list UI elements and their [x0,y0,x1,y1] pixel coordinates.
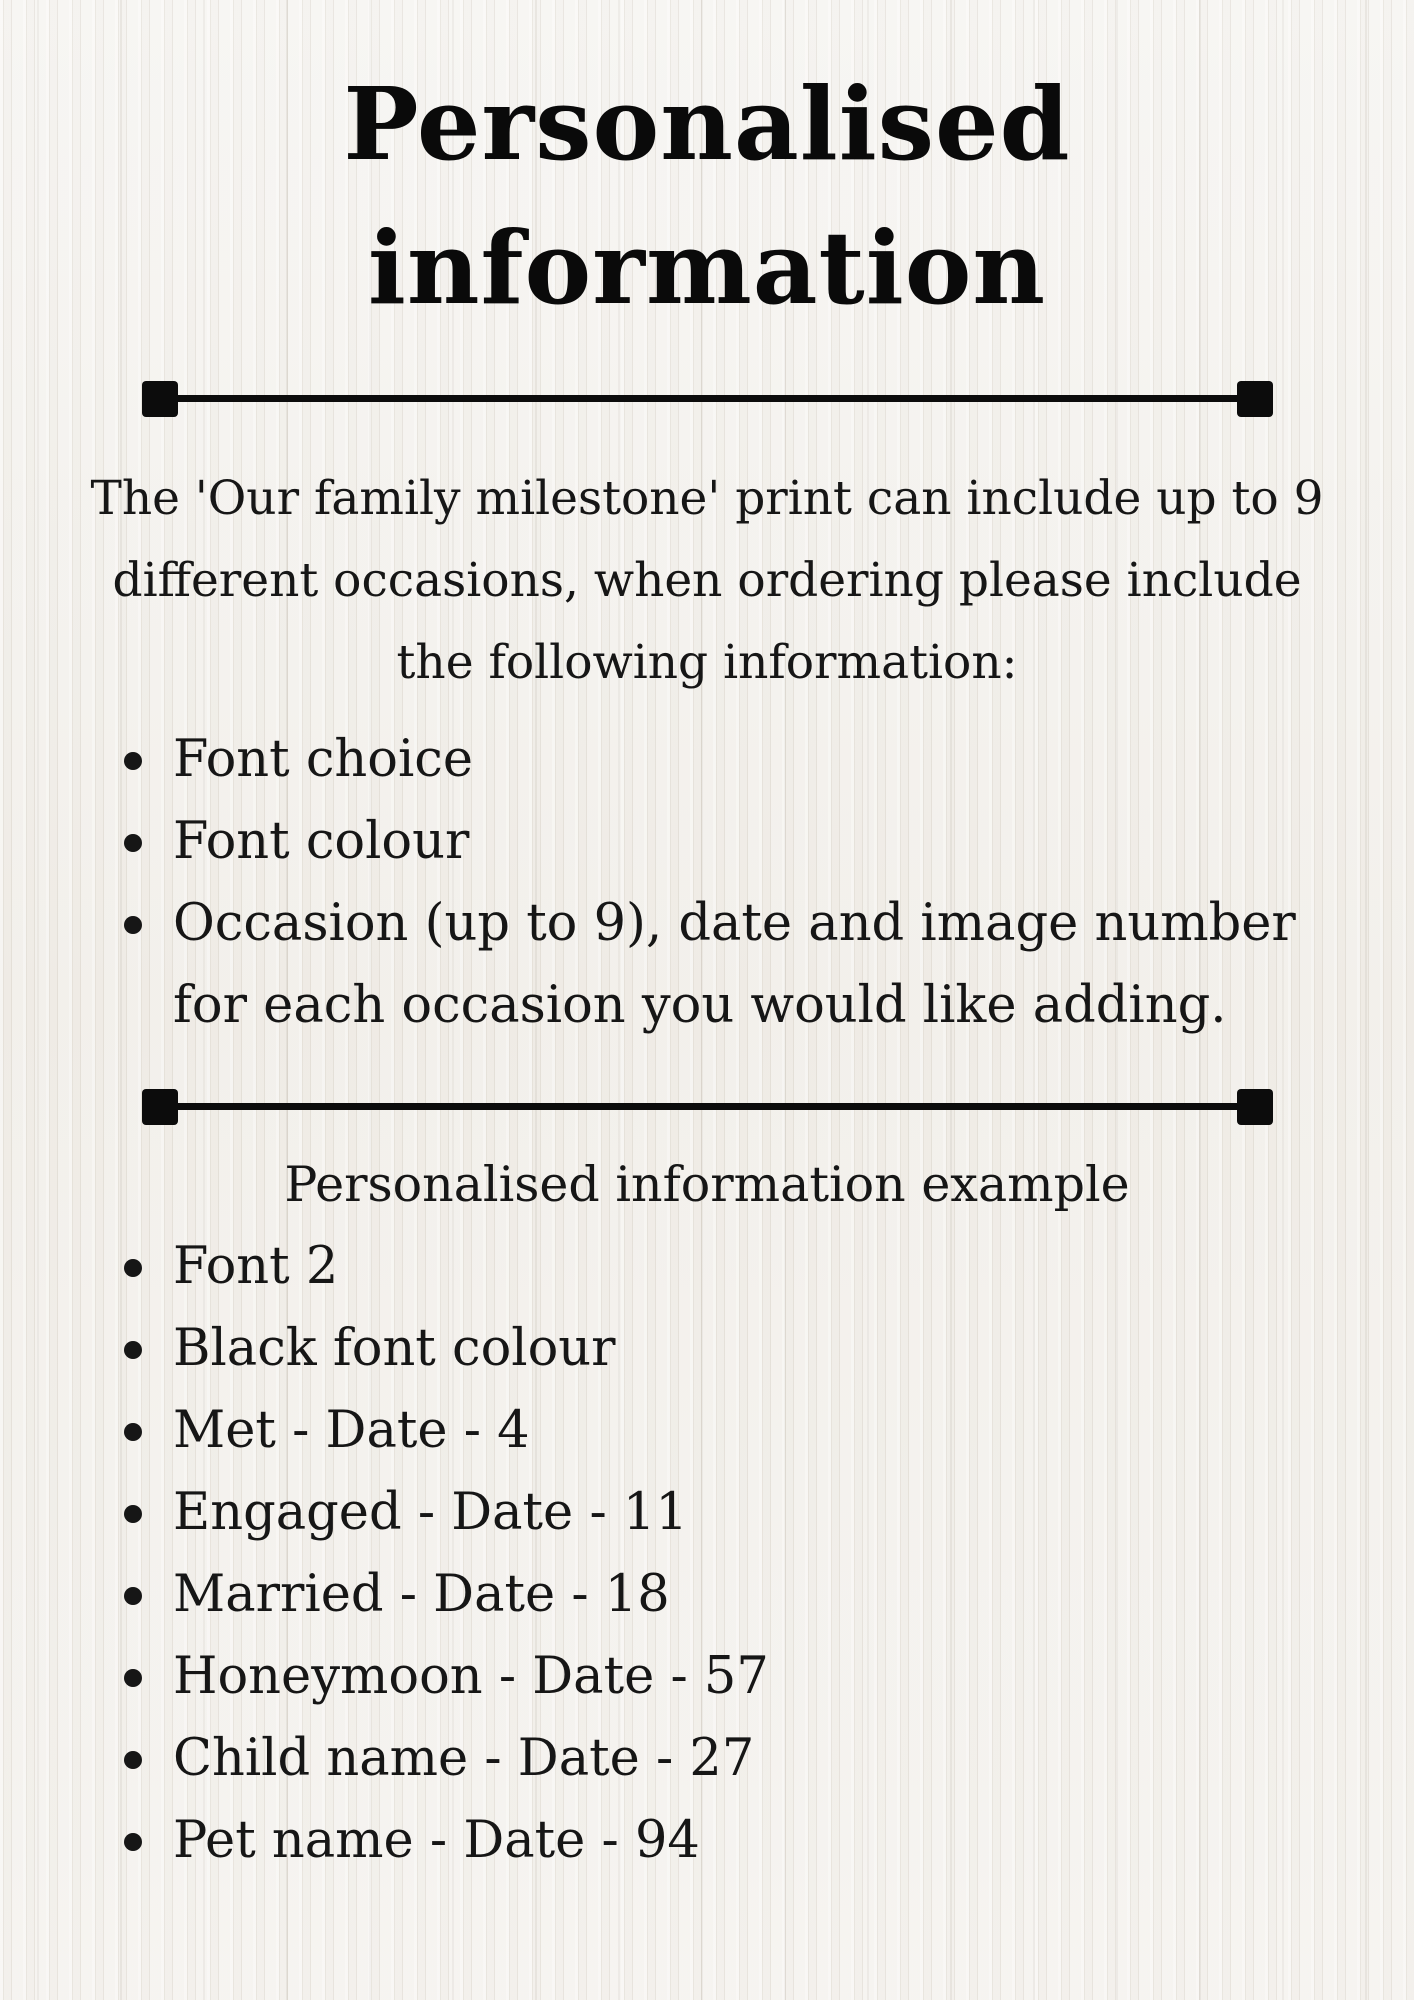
list-item: Font choice [120,719,1320,801]
middle-divider [142,1089,1273,1125]
list-item: Child name - Date - 27 [120,1718,1120,1800]
example-list [120,1226,1120,1882]
page-title-line-2: information [367,209,1047,327]
divider-end-cap-right [1237,381,1273,417]
list-item: Honeymoon - Date - 57 [120,1636,1120,1718]
list-item: Black font colour [120,1308,1120,1390]
example-heading: Personalised information example [284,1156,1130,1213]
list-item: Met - Date - 4 [120,1390,1120,1472]
list-item: Font 2 [120,1226,1120,1308]
page-title-line-1: Personalised [343,65,1071,183]
list-item: Engaged - Date - 11 [120,1472,1120,1554]
top-divider [142,381,1273,417]
list-item: Pet name - Date - 94 [120,1800,1120,1882]
divider-end-cap-right [1237,1089,1273,1125]
list-item: Font colour [120,801,1320,883]
intro-paragraph: The 'Our family milestone' print can include up to 9 different occasions, when ordering please include the following information: [90,471,1324,690]
list-item: Married - Date - 18 [120,1554,1120,1636]
page-title [0,52,1414,340]
divider-line [162,1103,1253,1110]
list-item: Occasion (up to 9), date and image number for each occasion you would like adding. [120,883,1313,1047]
requirements-list [120,719,1320,1047]
divider-line [162,395,1253,402]
